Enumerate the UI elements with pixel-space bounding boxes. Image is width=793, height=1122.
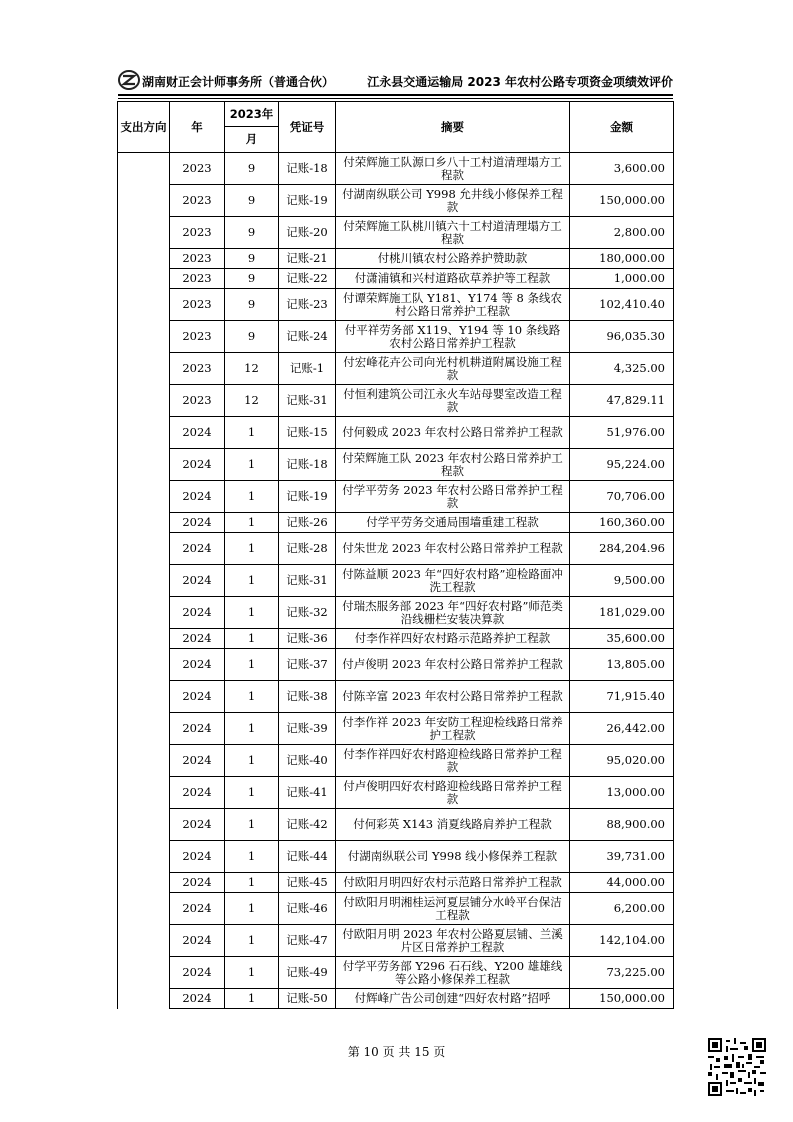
table-row [118, 957, 674, 989]
summary-cell: 付桃川镇农村公路养护赞助款 [336, 249, 570, 269]
voucher-cell: 记账-36 [279, 629, 336, 649]
amount-cell: 180,000.00 [570, 249, 674, 269]
summary-cell: 付欧阳月明 2023 年农村公路夏层铺、兰溪片区日常养护工程款 [336, 925, 570, 957]
year-cell: 2023 [170, 289, 225, 321]
summary-cell: 付欧阳月明四好农村示范路日常养护工程款 [336, 873, 570, 893]
voucher-cell: 记账-32 [279, 597, 336, 629]
table-row [118, 873, 674, 893]
month-cell: 9 [225, 289, 279, 321]
summary-cell: 付李作祥四好农村路迎检线路日常养护工程款 [336, 745, 570, 777]
voucher-cell: 记账-28 [279, 533, 336, 565]
amount-cell: 160,360.00 [570, 513, 674, 533]
year-cell: 2024 [170, 513, 225, 533]
year-cell: 2024 [170, 925, 225, 957]
expense-ledger-table [117, 101, 674, 1009]
table-row [118, 777, 674, 809]
amount-cell: 73,225.00 [570, 957, 674, 989]
firm-name: 湖南财正会计师事务所（普通合伙） [142, 75, 335, 89]
table-row [118, 925, 674, 957]
voucher-cell: 记账-41 [279, 777, 336, 809]
voucher-cell: 记账-37 [279, 649, 336, 681]
month-cell: 1 [225, 533, 279, 565]
month-cell: 12 [225, 385, 279, 417]
summary-cell: 付卢俊明 2023 年农村公路日常养护工程款 [336, 649, 570, 681]
table-row [118, 893, 674, 925]
summary-cell: 付湖南纵联公司 Y998 允井线小修保养工程款 [336, 185, 570, 217]
amount-cell: 95,224.00 [570, 449, 674, 481]
month-cell: 1 [225, 513, 279, 533]
voucher-cell: 记账-38 [279, 681, 336, 713]
year-cell: 2023 [170, 249, 225, 269]
month-cell: 1 [225, 649, 279, 681]
year-cell: 2024 [170, 417, 225, 449]
amount-cell: 150,000.00 [570, 185, 674, 217]
month-cell: 1 [225, 417, 279, 449]
amount-cell: 96,035.30 [570, 321, 674, 353]
month-cell: 9 [225, 269, 279, 289]
month-cell: 9 [225, 217, 279, 249]
voucher-cell: 记账-39 [279, 713, 336, 745]
table-row [118, 513, 674, 533]
col-direction: 支出方向 [118, 102, 170, 153]
summary-cell: 付何彩英 X143 消夏线路肩养护工程款 [336, 809, 570, 841]
col-summary: 摘要 [336, 102, 570, 153]
year-cell: 2023 [170, 321, 225, 353]
col-amount: 金额 [570, 102, 674, 153]
table-row [118, 269, 674, 289]
year-cell: 2024 [170, 841, 225, 873]
summary-cell: 付卢俊明四好农村路迎检线路日常养护工程款 [336, 777, 570, 809]
amount-cell: 142,104.00 [570, 925, 674, 957]
table-row [118, 321, 674, 353]
year-cell: 2024 [170, 745, 225, 777]
amount-cell: 9,500.00 [570, 565, 674, 597]
month-cell: 1 [225, 809, 279, 841]
voucher-cell: 记账-21 [279, 249, 336, 269]
year-cell: 2024 [170, 809, 225, 841]
summary-cell: 付陈益顺 2023 年“四好农村路”迎检路面冲洗工程款 [336, 565, 570, 597]
table-row [118, 353, 674, 385]
amount-cell: 6,200.00 [570, 893, 674, 925]
table-row [118, 745, 674, 777]
table-row [118, 289, 674, 321]
summary-cell: 付谭荣辉施工队 Y181、Y174 等 8 条线农村公路日常养护工程款 [336, 289, 570, 321]
summary-cell: 付宏峰花卉公司向光村机耕道附属设施工程款 [336, 353, 570, 385]
voucher-cell: 记账-47 [279, 925, 336, 957]
year-cell: 2024 [170, 893, 225, 925]
amount-cell: 70,706.00 [570, 481, 674, 513]
year-cell: 2024 [170, 597, 225, 629]
voucher-cell: 记账-49 [279, 957, 336, 989]
summary-cell: 付辉峰广告公司创建“四好农村路”招呼 [336, 989, 570, 1009]
voucher-cell: 记账-18 [279, 449, 336, 481]
amount-cell: 88,900.00 [570, 809, 674, 841]
summary-cell: 付潇浦镇和兴村道路砍草养护等工程款 [336, 269, 570, 289]
amount-cell: 35,600.00 [570, 629, 674, 649]
month-cell: 1 [225, 745, 279, 777]
summary-cell: 付李作祥 2023 年安防工程迎检线路日常养护工程款 [336, 713, 570, 745]
year-cell: 2024 [170, 533, 225, 565]
summary-cell: 付学平劳务部 Y296 石石线、Y200 雄雄线等公路小修保养工程款 [336, 957, 570, 989]
year-cell: 2023 [170, 153, 225, 185]
voucher-cell: 记账-18 [279, 153, 336, 185]
amount-cell: 102,410.40 [570, 289, 674, 321]
header-row [118, 102, 674, 127]
summary-cell: 付学平劳务交通局围墙重建工程款 [336, 513, 570, 533]
voucher-cell: 记账-42 [279, 809, 336, 841]
amount-cell: 13,000.00 [570, 777, 674, 809]
table-row [118, 481, 674, 513]
table-row [118, 565, 674, 597]
amount-cell: 95,020.00 [570, 745, 674, 777]
table-row [118, 649, 674, 681]
summary-cell: 付何毅成 2023 年农村公路日常养护工程款 [336, 417, 570, 449]
summary-cell: 付荣辉施工队源口乡八十工村道清理塌方工程款 [336, 153, 570, 185]
month-cell: 9 [225, 153, 279, 185]
year-cell: 2024 [170, 449, 225, 481]
month-cell: 1 [225, 989, 279, 1009]
voucher-cell: 记账-31 [279, 385, 336, 417]
month-cell: 1 [225, 565, 279, 597]
summary-cell: 付平祥劳务部 X119、Y194 等 10 条线路农村公路日常养护工程款 [336, 321, 570, 353]
year-cell: 2024 [170, 873, 225, 893]
summary-cell: 付荣辉施工队桃川镇六十工村道清理塌方工程款 [336, 217, 570, 249]
month-cell: 1 [225, 597, 279, 629]
col-month: 月 [225, 127, 279, 153]
year-cell: 2023 [170, 385, 225, 417]
month-cell: 1 [225, 925, 279, 957]
amount-cell: 47,829.11 [570, 385, 674, 417]
voucher-cell: 记账-40 [279, 745, 336, 777]
month-cell: 1 [225, 841, 279, 873]
month-cell: 1 [225, 957, 279, 989]
table-row [118, 841, 674, 873]
voucher-cell: 记账-31 [279, 565, 336, 597]
amount-cell: 284,204.96 [570, 533, 674, 565]
year-cell: 2024 [170, 629, 225, 649]
amount-cell: 26,442.00 [570, 713, 674, 745]
amount-cell: 181,029.00 [570, 597, 674, 629]
voucher-cell: 记账-23 [279, 289, 336, 321]
year-cell: 2024 [170, 957, 225, 989]
month-cell: 1 [225, 481, 279, 513]
page-footer: 第 10 页 共 15 页 [347, 1045, 446, 1059]
amount-cell: 1,000.00 [570, 269, 674, 289]
year-cell: 2024 [170, 481, 225, 513]
amount-cell: 44,000.00 [570, 873, 674, 893]
month-cell: 1 [225, 629, 279, 649]
month-cell: 9 [225, 185, 279, 217]
table-row [118, 385, 674, 417]
amount-cell: 13,805.00 [570, 649, 674, 681]
amount-cell: 71,915.40 [570, 681, 674, 713]
voucher-cell: 记账-44 [279, 841, 336, 873]
table-row [118, 629, 674, 649]
summary-cell: 付朱世龙 2023 年农村公路日常养护工程款 [336, 533, 570, 565]
year-cell: 2024 [170, 565, 225, 597]
voucher-cell: 记账-24 [279, 321, 336, 353]
summary-cell: 付陈辛富 2023 年农村公路日常养护工程款 [336, 681, 570, 713]
amount-cell: 150,000.00 [570, 989, 674, 1009]
project-title: 江永县交通运输局 2023 年农村公路专项资金项绩效评价 [367, 75, 673, 89]
voucher-cell: 记账-19 [279, 481, 336, 513]
voucher-cell: 记账-20 [279, 217, 336, 249]
month-cell: 12 [225, 353, 279, 385]
table-row [118, 185, 674, 217]
year-cell: 2023 [170, 185, 225, 217]
table-row [118, 809, 674, 841]
voucher-cell: 记账-50 [279, 989, 336, 1009]
summary-cell: 付恒利建筑公司江永火车站母婴室改造工程款 [336, 385, 570, 417]
firm-logo-icon [118, 70, 140, 90]
summary-cell: 付李作祥四好农村路示范路养护工程款 [336, 629, 570, 649]
month-cell: 9 [225, 249, 279, 269]
col-year: 年 [170, 102, 225, 153]
voucher-cell: 记账-45 [279, 873, 336, 893]
month-cell: 1 [225, 777, 279, 809]
page-header [118, 68, 673, 96]
table-row [118, 249, 674, 269]
table-row [118, 989, 674, 1009]
amount-cell: 39,731.00 [570, 841, 674, 873]
col-voucher: 凭证号 [279, 102, 336, 153]
amount-cell: 2,800.00 [570, 217, 674, 249]
summary-cell: 付湖南纵联公司 Y998 线小修保养工程款 [336, 841, 570, 873]
table-row [118, 681, 674, 713]
table-row [118, 597, 674, 629]
amount-cell: 4,325.00 [570, 353, 674, 385]
summary-cell: 付学平劳务 2023 年农村公路日常养护工程款 [336, 481, 570, 513]
amount-cell: 51,976.00 [570, 417, 674, 449]
month-cell: 1 [225, 873, 279, 893]
month-cell: 1 [225, 893, 279, 925]
direction-cell [118, 153, 170, 1009]
month-cell: 1 [225, 713, 279, 745]
voucher-cell: 记账-22 [279, 269, 336, 289]
voucher-cell: 记账-26 [279, 513, 336, 533]
table-row [118, 533, 674, 565]
amount-cell: 3,600.00 [570, 153, 674, 185]
year-cell: 2024 [170, 713, 225, 745]
year-cell: 2024 [170, 989, 225, 1009]
qr-code-icon [708, 1038, 766, 1096]
year-cell: 2023 [170, 269, 225, 289]
voucher-cell: 记账-15 [279, 417, 336, 449]
year-cell: 2023 [170, 353, 225, 385]
month-cell: 1 [225, 681, 279, 713]
year-cell: 2024 [170, 649, 225, 681]
table-row [118, 713, 674, 745]
summary-cell: 付欧阳月明湘桂运河夏层铺分水岭平台保洁工程款 [336, 893, 570, 925]
voucher-cell: 记账-1 [279, 353, 336, 385]
table-row [118, 217, 674, 249]
table-row [118, 449, 674, 481]
voucher-cell: 记账-46 [279, 893, 336, 925]
col-year-value: 2023年 [225, 102, 279, 127]
voucher-cell: 记账-19 [279, 185, 336, 217]
year-cell: 2024 [170, 777, 225, 809]
summary-cell: 付瑞杰服务部 2023 年“四好农村路”师范类沿线栅栏安装决算款 [336, 597, 570, 629]
month-cell: 1 [225, 449, 279, 481]
table-row [118, 153, 674, 185]
year-cell: 2023 [170, 217, 225, 249]
month-cell: 9 [225, 321, 279, 353]
table-row [118, 417, 674, 449]
summary-cell: 付荣辉施工队 2023 年农村公路日常养护工程款 [336, 449, 570, 481]
year-cell: 2024 [170, 681, 225, 713]
